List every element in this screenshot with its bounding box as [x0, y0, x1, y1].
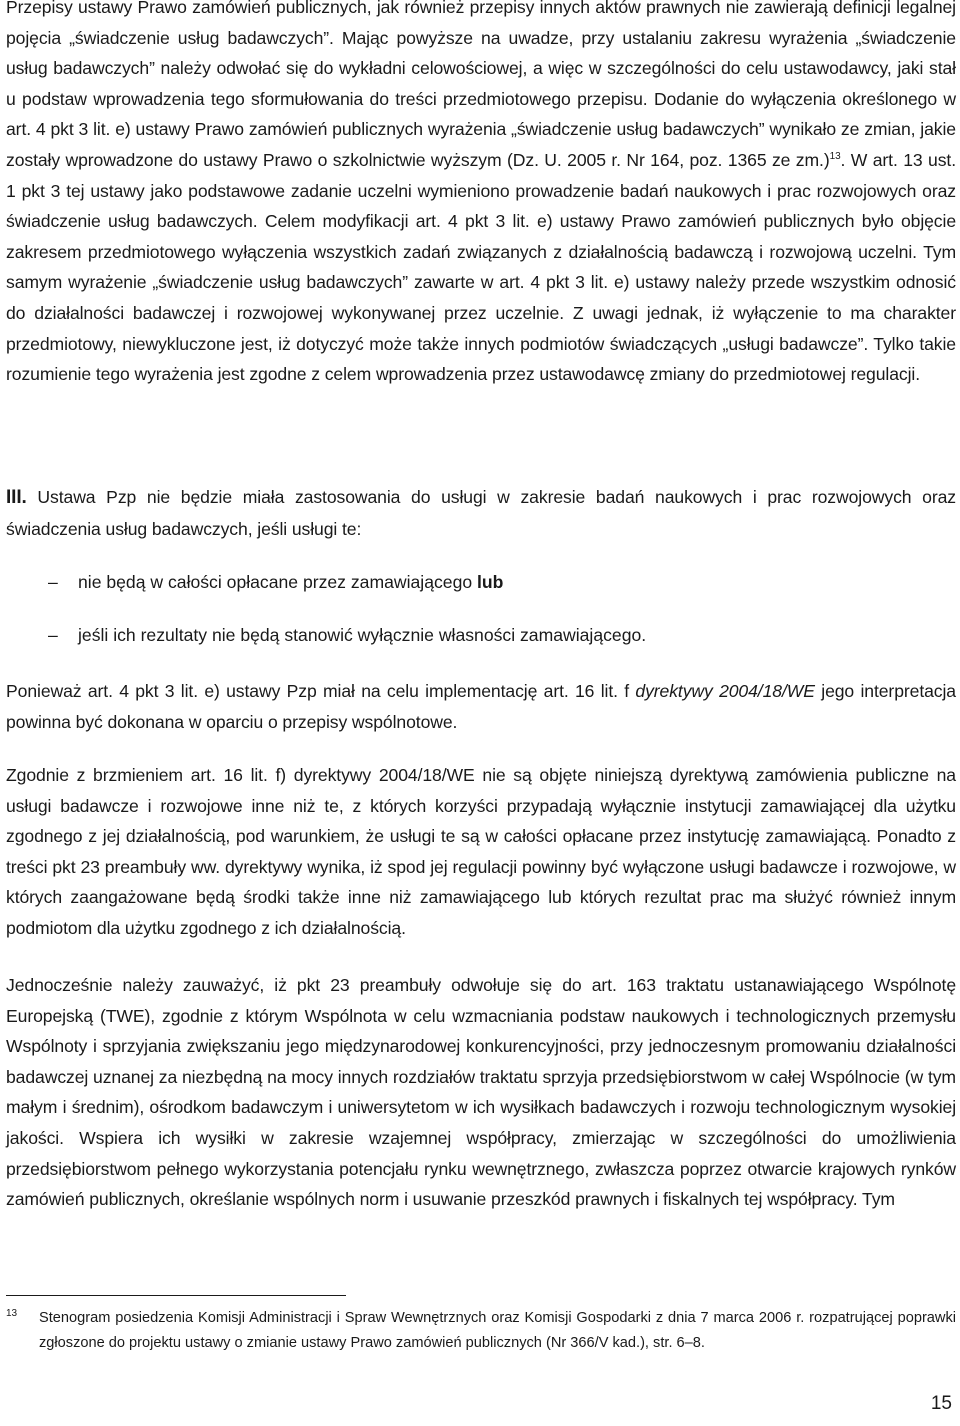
footnote: [6, 1306, 956, 1355]
paragraph-text: Ponieważ art. 4 pkt 3 lit. e) ustawy Pzp miał na celu implementację art. 16 lit. f: [6, 681, 636, 701]
paragraph-text-continued: . W art. 13 ust. 1 pkt 3 tej ustawy jako podstawowe zadanie uczelni wymieniono prowadzenie badań naukowych i prac rozwojowych oraz świadczenie usług badawczych. Celem modyfikacji art. 4 pkt 3 lit. e) ustawy Prawo zamówień publicznych było objęcie zakresem przedmiotowego wyłączenia wszystkich zadań związanych z działalnością badawczą i rozwojową uczelni. Tym samym wyrażenie „świadczenie usług badawczych” zawarte w art. 4 pkt 3 lit. e) ustawy należy przede wszystkim odnosić do działalności badawczej i rozwojowej wykonywanej przez uczelnie. Z uwagi jednak, iż wyłączenie to ma charakter przedmiotowy, niewykluczone jest, iż dotyczyć może także innych podmiotów świadczących „usługi badawcze”. Tylko takie rozumienie tego wyrażenia jest zgodne z celem wprowadzenia przez ustawodawcę zmiany do przedmiotowej regulacji.: [6, 149, 956, 385]
section-numeral: III.: [6, 487, 27, 508]
section-iii: [6, 482, 956, 544]
dash-bullet: –: [48, 572, 58, 592]
paragraph-treaty: [6, 970, 956, 1215]
list-item-text: jeśli ich rezultaty nie będą stanowić wyłącznie własności zamawiającego.: [78, 625, 647, 645]
page-number: 15: [930, 1393, 952, 1414]
paragraph-text-continued: jego interpretacja powinna być dokonana w oparciu o przepisy wspólnotowe.: [6, 681, 956, 732]
directive-reference: dyrektywy 2004/18/WE: [635, 681, 815, 701]
list-item-bold-text: lub: [477, 572, 504, 592]
section-text: Ustawa Pzp nie będzie miała zastosowania do usługi w zakresie badań naukowych i prac rozwojowych oraz świadczenia usług badawczych, jeśli usługi te:: [6, 487, 956, 539]
paragraph-interpretation: [6, 676, 956, 737]
footnote-divider: [6, 1295, 346, 1296]
paragraph-text: Przepisy ustawy Prawo zamówień publicznych, jak również przepisy innych aktów prawnych nie zawierają definicji legalnej pojęcia „świadczenie usług badawczych”. Mając powyższe na uwadze, przy ustalaniu zakresu wyrażenia „świadczenie usług badawczych” należy odwołać się do wykładni celowościowej, a więc w szczególności do celu ustawodawcy, jaki stał u podstaw wprowadzenia tego sformułowania do treści przedmiotowego przepisu. Dodanie do wyłączenia określonego w art. 4 pkt 3 lit. e) ustawy Prawo zamówień publicznych wyrażenia „świadczenie usług badawczych” wynikało ze zmian, jakie zostały wprowadzone do ustawy Prawo o szkolnictwie wyższym (Dz. U. 2005 r. Nr 164, poz. 1365 ze zm.): [6, 0, 956, 170]
paragraph-text: Jednocześnie należy zauważyć, iż pkt 23 preambuły odwołuje się do art. 163 traktatu ustanawiającego Wspólnotę Europejską (TWE), zgodnie z którym Wspólnota w celu wzmacniania podstaw naukowych i technologicznych przemysłu Wspólnoty i sprzyjania zwiększaniu jego międzynarodowej konkurencyjności, przy jednoczesnym promowaniu działalności badawczej uznanej za niezbędną na mocy innych rozdziałów traktatu sprzyja przedsiębiorstwom w całej Wspólnocie (w tym małym i średnim), ośrodkom badawczym i uniwersytetom w ich wysiłkach badawczych i rozwoju technologicznym wysokiej jakości. Wspiera ich wysiłki w zakresie wzajemnej współpracy, zmierzając w szczególności do umożliwienia przedsiębiorstwom pełnego wykorzystania potencjału rynku wewnętrznego, zwłaszcza poprzez otwarcie krajowych rynków zamówień publicznych, określanie wspólnych norm i usuwanie przeszkód prawnych i fiskalnych tej współpracy. Tym: [6, 975, 956, 1210]
footnote-text: Stenogram posiedzenia Komisji Administracji i Spraw Wewnętrznych oraz Komisji Gospodarki z dnia 7 marca 2006 r. rozpatrującej poprawki zgłoszone do projektu ustawy o zmianie ustawy Prawo zamówień publicznych (Nr 366/V kad.), str. 6–8.: [39, 1310, 956, 1351]
footnote-reference[interactable]: 13: [829, 151, 841, 163]
footnote-number: 13: [6, 1308, 18, 1319]
paragraph-text: Zgodnie z brzmieniem art. 16 lit. f) dyrektywy 2004/18/WE nie są objęte niniejszą dyrektywą zamówienia publiczne na usługi badawcze i rozwojowe inne niż te, z których korzyści przypadają wyłącznie instytucji zamawiającej dla użytku zgodnego z jej działalnością, pod warunkiem, że usługi te są w całości opłacane przez instytucję zamawiającą. Ponadto z treści pkt 23 preambuły ww. dyrektywy wynika, iż spod jej regulacji powinny być wyłączone usługi badawcze i rozwojowe, w których zaangażowane będą środki także inne niż zamawiającego lub których rezultat prac ma służyć również innym podmiotom dla użytku zgodnego z ich działalnością.: [6, 765, 956, 938]
list-item: [48, 567, 503, 597]
list-item-text: nie będą w całości opłacane przez zamawiającego: [78, 572, 478, 592]
paragraph-definitions: [6, 0, 956, 390]
paragraph-directive: [6, 760, 956, 944]
dash-bullet: –: [48, 625, 58, 645]
list-item: [48, 620, 646, 650]
